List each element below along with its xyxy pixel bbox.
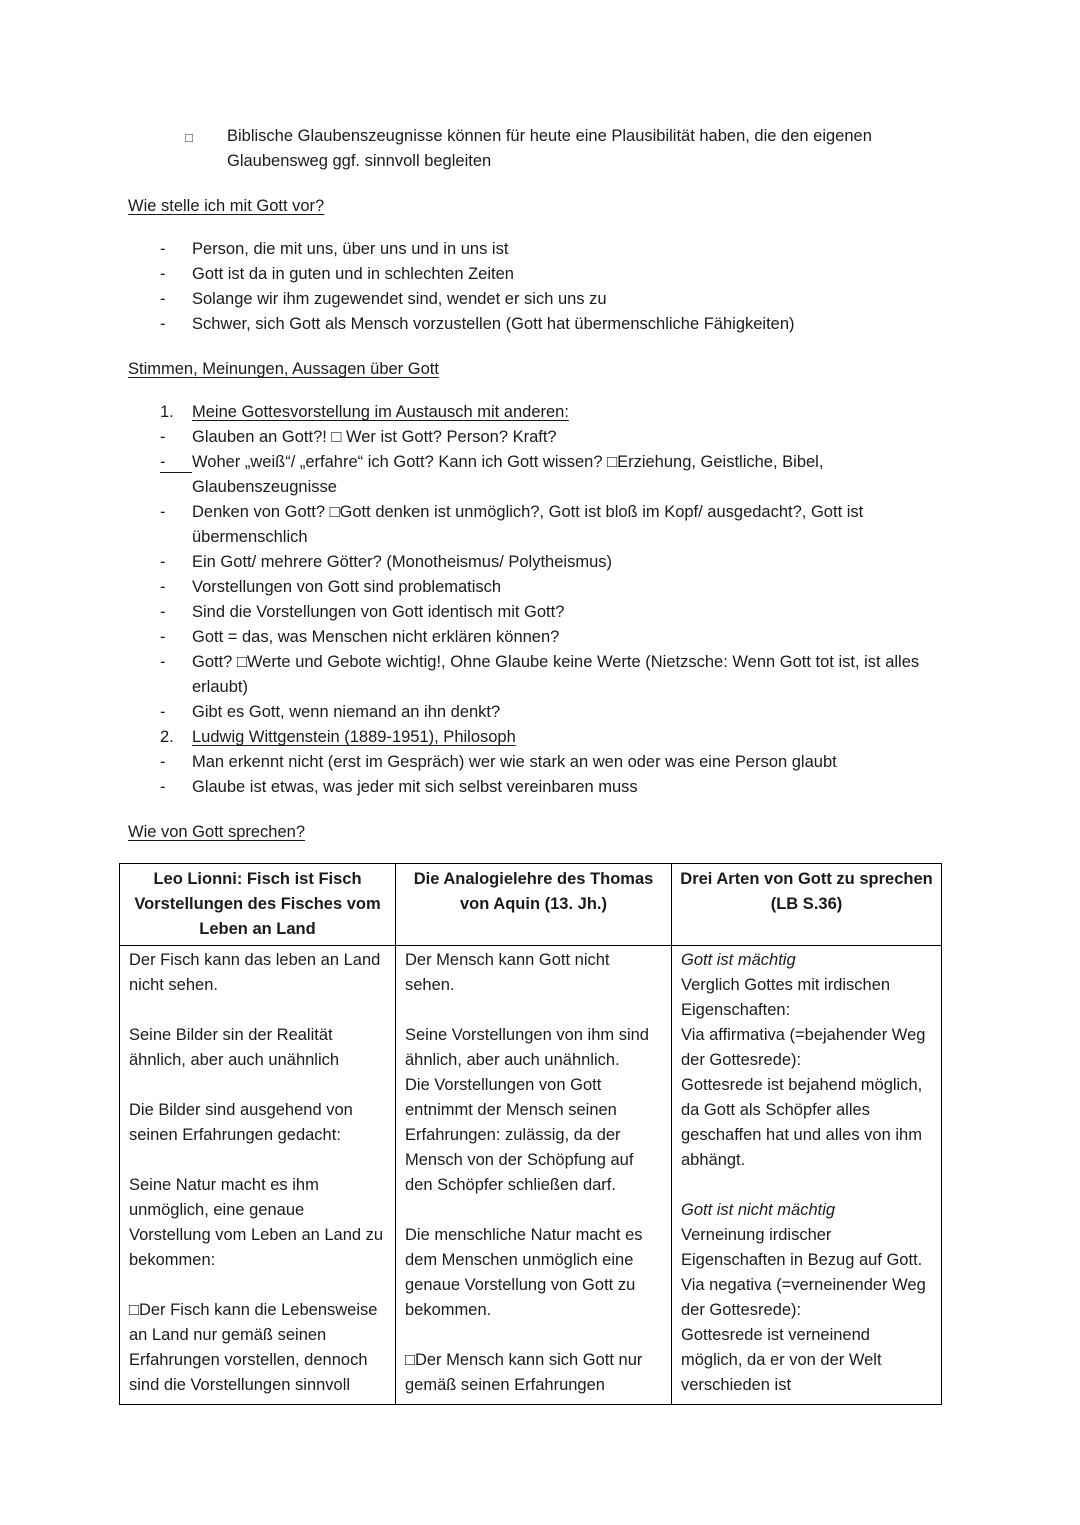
list-text: Schwer, sich Gott als Mensch vorzustellen (Gott hat übermenschliche Fähigkeiten) [192,315,795,333]
table-header-cell: Leo Lionni: Fisch ist Fisch Vorstellungen des Fisches vom Leben an Land [120,864,396,946]
list-text: Biblische Glaubenszeugnisse können für heute eine Plausibilität haben, die den eigenen Glaubensweg ggf. sinnvoll begleiten [227,127,872,170]
list-text: Vorstellungen von Gott sind problematisch [192,578,502,596]
table-header-cell: Die Analogielehre des Thomas von Aquin (13. Jh.) [396,864,672,946]
paragraph: □Der Fisch kann die Lebensweise an Land nur gemäß seinen Erfahrungen vorstellen, dennoch sind die Vorstellungen sinnvoll [129,1301,378,1394]
dash-bullet: - [160,628,166,646]
paragraph: Der Mensch kann Gott nicht sehen. [405,951,610,994]
list-item [160,312,962,337]
paragraph: Der Fisch kann das leben an Land nicht sehen. [129,951,381,994]
paragraph: Die menschliche Natur macht es dem Menschen unmöglich eine genaue Vorstellung von Gott zu bekommen. [405,1226,643,1319]
notes-table [119,863,942,1405]
dash-bullet: - [160,290,166,308]
list-text: Ein Gott/ mehrere Götter? (Monotheismus/ Polytheismus) [192,553,612,571]
list-text: Sind die Vorstellungen von Gott identisch mit Gott? [192,603,565,621]
list-item [160,700,962,725]
dash-bullet: - [160,503,166,521]
dash-list [160,237,962,337]
table-header-cell: Drei Arten von Gott zu sprechen (LB S.36) [672,864,942,946]
list-text: Glaube ist etwas, was jeder mit sich selbst vereinbaren muss [192,778,638,796]
number-bullet: 1. [160,403,174,421]
list-item [160,650,962,700]
list-item [160,237,962,262]
section-heading: Stimmen, Meinungen, Aussagen über Gott [128,360,439,378]
table-cell-analogielehre [396,946,672,1405]
dash-bullet: - [160,653,166,671]
list-text: Solange wir ihm zugewendet sind, wendet er sich uns zu [192,290,607,308]
list-text: Glauben an Gott?! □ Wer ist Gott? Person? Kraft? [192,428,557,446]
paragraph: Gott ist mächtig [681,951,796,969]
paragraph: Seine Bilder sin der Realität ähnlich, aber auch unähnlich [129,1026,340,1069]
dash-bullet: - [160,703,166,721]
list-text: Man erkennt nicht (erst im Gespräch) wer wie stark an wen oder was eine Person glaubt [192,753,837,771]
list-text: Denken von Gott? □Gott denken ist unmöglich?, Gott ist bloß im Kopf/ ausgedacht?, Gott ist übermenschlich [192,503,864,546]
missing-glyph-box-icon: □ [185,130,193,145]
dash-bullet: - [160,265,166,283]
table-header-row [120,864,942,946]
list-item [160,625,962,650]
list-text: Person, die mit uns, über uns und in uns ist [192,240,509,258]
dash-bullet: - [160,603,166,621]
paragraph: Gottesrede ist verneinend möglich, da er von der Welt verschieden ist [681,1326,882,1394]
table-cell-fisch [120,946,396,1405]
list-item [160,575,962,600]
section-heading: Wie stelle ich mit Gott vor? [128,197,325,215]
paragraph: □Der Mensch kann sich Gott nur gemäß seinen Erfahrungen [405,1351,643,1394]
list-item [160,500,962,550]
notes-table-wrap [119,863,962,1405]
list-item [185,124,962,174]
list-item [160,600,962,625]
list-text: Meine Gottesvorstellung im Austausch mit anderen: [192,403,569,421]
list-text: Ludwig Wittgenstein (1889-1951), Philosoph [192,728,516,746]
table-cell-drei-arten [672,946,942,1405]
list-item [160,400,962,425]
list-item [160,775,962,800]
dash-bullet: - [160,315,166,333]
dash-bullet: - [160,428,166,446]
table-body-row [120,946,942,1405]
list-text: Gott = das, was Menschen nicht erklären können? [192,628,560,646]
dash-bullet: - [160,578,166,596]
mixed-list [160,400,962,800]
dash-bullet: - [160,240,166,258]
paragraph: Via negativa (=verneinender Weg der Gottesrede): [681,1276,926,1319]
list-text: Gott ist da in guten und in schlechten Zeiten [192,265,514,283]
dash-bullet: - [160,753,166,771]
dash-bullet: - [160,553,166,571]
list-item [160,287,962,312]
dash-bullet: - [160,778,166,796]
number-bullet: 2. [160,728,174,746]
list-item [160,725,962,750]
paragraph: Gottesrede ist bejahend möglich, da Gott als Schöpfer alles geschaffen hat und alles von ihm abhängt. [681,1076,923,1169]
paragraph: Seine Natur macht es ihm unmöglich, eine genaue Vorstellung vom Leben an Land zu bekommen: [129,1176,384,1269]
paragraph: Verglich Gottes mit irdischen Eigenschaften: [681,976,891,1019]
paragraph: Die Bilder sind ausgehend von seinen Erfahrungen gedacht: [129,1101,353,1144]
list-item [160,262,962,287]
list-text: Gott? □Werte und Gebote wichtig!, Ohne Glaube keine Werte (Nietzsche: Wenn Gott tot ist, ist alles erlaubt) [192,653,920,696]
dash-bullet: - [160,450,192,473]
paragraph: Verneinung irdischer Eigenschaften in Bezug auf Gott. [681,1226,923,1269]
list-item [160,750,962,775]
list-text: Woher „weiß“/ „erfahre“ ich Gott? Kann ich Gott wissen? □Erziehung, Geistliche, Bibel, Glaubenszeugnisse [192,453,824,496]
paragraph: Gott ist nicht mächtig [681,1201,836,1219]
list-text: Gibt es Gott, wenn niemand an ihn denkt? [192,703,501,721]
paragraph: Seine Vorstellungen von ihm sind ähnlich, aber auch unähnlich. [405,1026,649,1069]
list-item [160,450,962,500]
paragraph: Die Vorstellungen von Gott entnimmt der Mensch seinen Erfahrungen: zulässig, da der Mensch von der Schöpfung auf den Schöpfer schließen darf. [405,1076,634,1194]
list-item [160,425,962,450]
list-item [160,550,962,575]
paragraph: Via affirmativa (=bejahender Weg der Gottesrede): [681,1026,926,1069]
section-heading: Wie von Gott sprechen? [128,823,306,841]
